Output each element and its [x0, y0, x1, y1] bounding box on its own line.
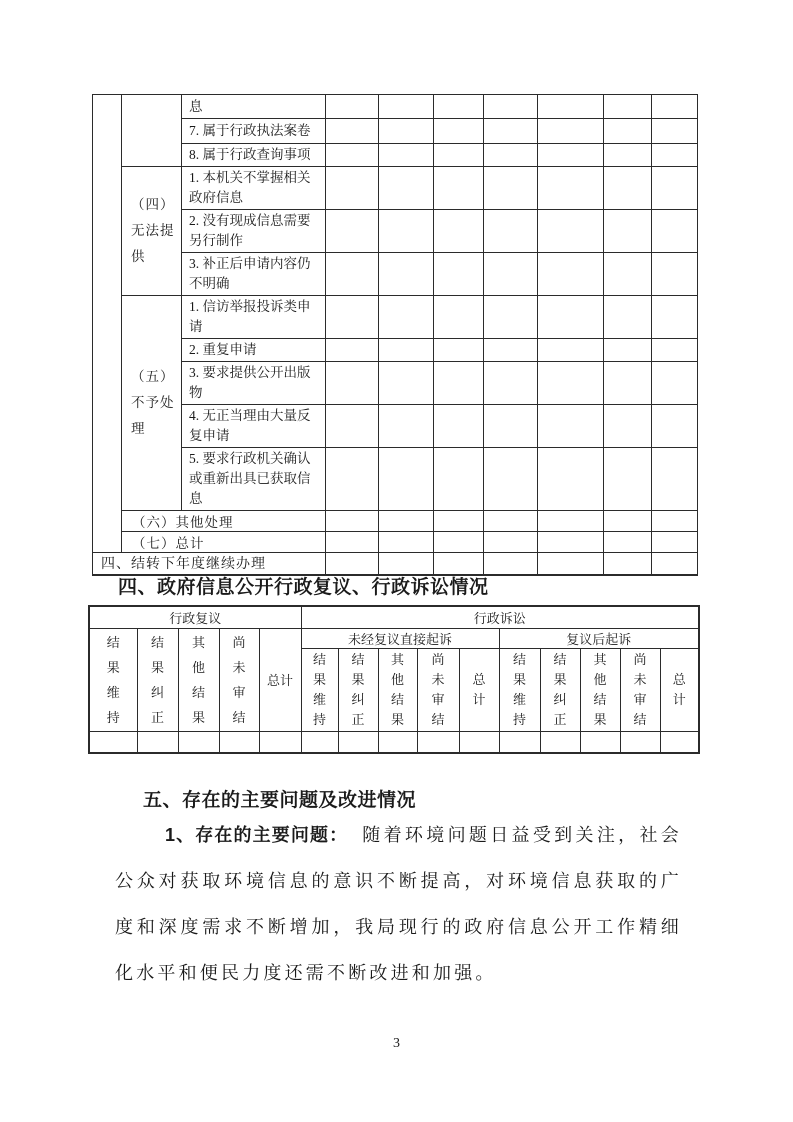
section-5-title: 五、存在的主要问题及改进情况 — [143, 790, 417, 811]
column-header: 其他结果 — [378, 648, 417, 731]
column-header: 尚未审结 — [620, 648, 660, 731]
empty-data-cell — [538, 448, 604, 511]
empty-data-cell — [652, 253, 698, 296]
column-header: 结果维持 — [301, 648, 338, 731]
column-header: 其他结果 — [580, 648, 620, 731]
empty-data-cell — [538, 339, 604, 362]
empty-data-cell — [604, 253, 652, 296]
empty-data-cell — [417, 731, 459, 753]
empty-data-cell — [89, 731, 137, 753]
empty-data-cell — [434, 210, 484, 253]
empty-data-cell — [378, 731, 417, 753]
empty-data-cell — [604, 339, 652, 362]
empty-data-cell — [604, 210, 652, 253]
item-cell: 7. 属于行政执法案卷 — [182, 119, 326, 144]
empty-data-cell — [538, 119, 604, 144]
empty-data-cell — [652, 532, 698, 553]
section-4-title: 四、政府信息公开行政复议、行政诉讼情况 — [118, 577, 489, 598]
post-review-litigation-header: 复议后起诉 — [499, 628, 699, 648]
empty-data-cell — [538, 296, 604, 339]
empty-data-cell — [580, 731, 620, 753]
column-header: 结果维持 — [499, 648, 540, 731]
empty-data-cell — [484, 448, 538, 511]
item-cell: 3. 要求提供公开出版物 — [182, 362, 326, 405]
empty-data-cell — [379, 95, 434, 119]
empty-data-cell — [326, 405, 379, 448]
empty-data-cell — [379, 167, 434, 210]
empty-data-cell — [379, 210, 434, 253]
empty-data-cell — [326, 253, 379, 296]
item-cell: 8. 属于行政查询事项 — [182, 144, 326, 167]
summary-row-label: （七）总计 — [122, 532, 326, 553]
empty-data-cell — [652, 553, 698, 575]
empty-data-cell — [484, 95, 538, 119]
empty-data-cell — [326, 210, 379, 253]
empty-data-cell — [338, 731, 378, 753]
processing-table — [92, 94, 698, 576]
empty-data-cell — [434, 144, 484, 167]
empty-data-cell — [326, 448, 379, 511]
item-cell: 1. 信访举报投诉类申请 — [182, 296, 326, 339]
empty-data-cell — [379, 362, 434, 405]
empty-data-cell — [604, 405, 652, 448]
empty-data-cell — [434, 253, 484, 296]
empty-data-cell — [538, 511, 604, 532]
empty-data-cell — [538, 210, 604, 253]
empty-data-cell — [379, 448, 434, 511]
review-group-header: 行政复议 — [89, 606, 301, 628]
empty-data-cell — [604, 362, 652, 405]
empty-data-cell — [326, 553, 379, 575]
empty-data-cell — [434, 296, 484, 339]
empty-data-cell — [459, 731, 499, 753]
column-header: 结果纠正 — [338, 648, 378, 731]
page-number: 3 — [393, 1036, 400, 1051]
empty-data-cell — [538, 253, 604, 296]
empty-data-cell — [652, 167, 698, 210]
empty-data-cell — [499, 731, 540, 753]
direct-litigation-header: 未经复议直接起诉 — [301, 628, 499, 648]
empty-data-cell — [379, 119, 434, 144]
carryover-row-label: 四、结转下年度继续办理 — [93, 553, 326, 575]
empty-data-cell — [326, 339, 379, 362]
empty-data-cell — [484, 511, 538, 532]
empty-data-cell — [326, 167, 379, 210]
paragraph-lead: 1、存在的主要问题： — [165, 825, 349, 845]
empty-data-cell — [538, 144, 604, 167]
category-cell: （四）无法提供 — [122, 167, 182, 296]
empty-data-cell — [326, 511, 379, 532]
column-header: 总计 — [660, 648, 699, 731]
empty-data-cell — [652, 339, 698, 362]
empty-data-cell — [538, 95, 604, 119]
empty-data-cell — [326, 95, 379, 119]
empty-data-cell — [484, 405, 538, 448]
empty-data-cell — [379, 553, 434, 575]
empty-data-cell — [652, 511, 698, 532]
empty-data-cell — [484, 362, 538, 405]
empty-data-cell — [660, 731, 699, 753]
summary-row-label: （六）其他处理 — [122, 511, 326, 532]
empty-data-cell — [379, 511, 434, 532]
item-cell: 2. 没有现成信息需要另行制作 — [182, 210, 326, 253]
empty-data-cell — [620, 731, 660, 753]
empty-data-cell — [604, 144, 652, 167]
empty-data-cell — [652, 448, 698, 511]
empty-data-cell — [484, 532, 538, 553]
empty-data-cell — [326, 532, 379, 553]
empty-data-cell — [379, 144, 434, 167]
empty-data-cell — [540, 731, 580, 753]
category-stub-cell — [122, 95, 182, 167]
empty-data-cell — [652, 144, 698, 167]
empty-data-cell — [538, 167, 604, 210]
empty-data-cell — [379, 253, 434, 296]
empty-data-cell — [379, 532, 434, 553]
empty-data-cell — [604, 95, 652, 119]
empty-data-cell — [379, 339, 434, 362]
paragraph-body: 随着环境问题日益受到关注，社会公众对获取环境信息的意识不断提高，对环境信息获取的广度和深度需求不断增加，我局现行的政府信息公开工作精细化水平和便民力度还需不断改进和加强。 — [115, 825, 683, 983]
main-issues-paragraph — [115, 812, 682, 996]
column-header: 总计 — [259, 628, 301, 731]
empty-data-cell — [326, 362, 379, 405]
empty-data-cell — [434, 405, 484, 448]
item-cell: 1. 本机关不掌握相关政府信息 — [182, 167, 326, 210]
empty-data-cell — [652, 362, 698, 405]
empty-data-cell — [604, 553, 652, 575]
empty-data-cell — [604, 448, 652, 511]
item-cell: 4. 无正当理由大量反复申请 — [182, 405, 326, 448]
column-header: 尚未审结 — [417, 648, 459, 731]
litigation-group-header: 行政诉讼 — [301, 606, 699, 628]
empty-data-cell — [538, 553, 604, 575]
item-cell: 3. 补正后申请内容仍不明确 — [182, 253, 326, 296]
column-header: 结果维持 — [89, 628, 137, 731]
empty-data-cell — [604, 296, 652, 339]
empty-data-cell — [484, 296, 538, 339]
empty-data-cell — [538, 532, 604, 553]
empty-data-cell — [652, 405, 698, 448]
empty-data-cell — [484, 144, 538, 167]
empty-data-cell — [434, 511, 484, 532]
empty-data-cell — [379, 296, 434, 339]
empty-data-cell — [434, 119, 484, 144]
empty-data-cell — [604, 532, 652, 553]
empty-data-cell — [219, 731, 259, 753]
empty-data-cell — [652, 119, 698, 144]
empty-data-cell — [379, 405, 434, 448]
empty-data-cell — [301, 731, 338, 753]
empty-data-cell — [137, 731, 178, 753]
empty-data-cell — [652, 95, 698, 119]
category-cell: （五）不予处理 — [122, 296, 182, 511]
item-cell: 息 — [182, 95, 326, 119]
empty-data-cell — [434, 362, 484, 405]
item-cell: 2. 重复申请 — [182, 339, 326, 362]
empty-data-cell — [484, 119, 538, 144]
column-header: 尚未审结 — [219, 628, 259, 731]
empty-data-cell — [484, 253, 538, 296]
empty-data-cell — [484, 167, 538, 210]
empty-data-cell — [259, 731, 301, 753]
empty-data-cell — [484, 553, 538, 575]
empty-data-cell — [434, 95, 484, 119]
empty-data-cell — [178, 731, 219, 753]
item-cell: 5. 要求行政机关确认或重新出具已获取信息 — [182, 448, 326, 511]
column-header: 总计 — [459, 648, 499, 731]
empty-data-cell — [326, 144, 379, 167]
empty-data-cell — [604, 167, 652, 210]
empty-data-cell — [652, 296, 698, 339]
empty-data-cell — [538, 405, 604, 448]
empty-data-cell — [434, 167, 484, 210]
empty-data-cell — [326, 119, 379, 144]
empty-data-cell — [484, 339, 538, 362]
column-header: 其他结果 — [178, 628, 219, 731]
empty-data-cell — [434, 553, 484, 575]
empty-data-cell — [652, 210, 698, 253]
column-header: 结果纠正 — [137, 628, 178, 731]
empty-data-cell — [484, 210, 538, 253]
review-litigation-table — [88, 605, 700, 754]
left-stub-cell — [93, 95, 122, 553]
empty-data-cell — [326, 296, 379, 339]
empty-data-cell — [604, 511, 652, 532]
empty-data-cell — [434, 339, 484, 362]
empty-data-cell — [434, 532, 484, 553]
empty-data-cell — [434, 448, 484, 511]
empty-data-cell — [538, 362, 604, 405]
empty-data-cell — [604, 119, 652, 144]
column-header: 结果纠正 — [540, 648, 580, 731]
